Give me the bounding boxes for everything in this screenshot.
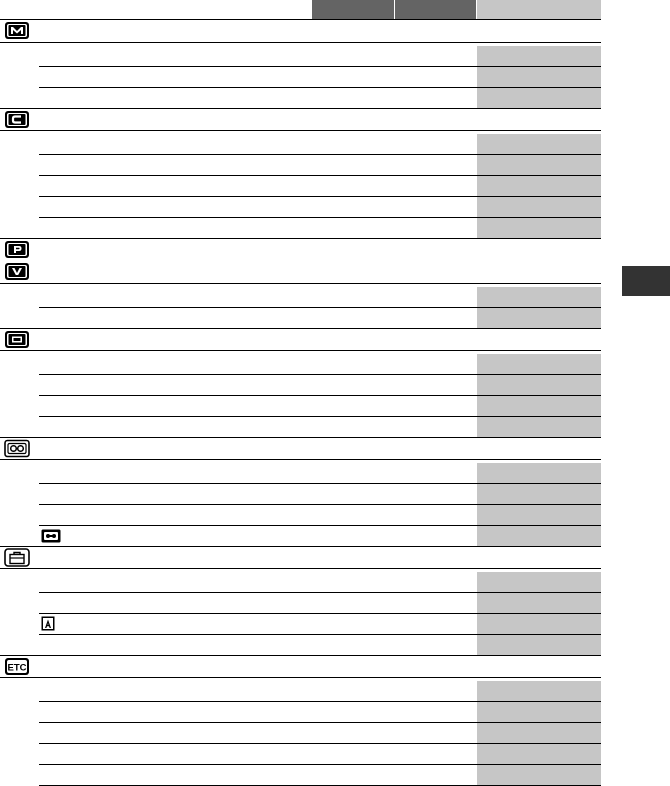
row-rule — [39, 66, 601, 67]
tape-small-icon — [41, 529, 61, 543]
section-rule — [0, 238, 601, 239]
auto-small-icon — [41, 616, 55, 631]
row-rule — [39, 196, 601, 197]
row-rule — [39, 87, 601, 88]
row-rule — [39, 525, 601, 526]
row-rule — [39, 395, 601, 396]
section-rule — [0, 130, 601, 131]
header-col-1 — [312, 0, 394, 19]
section-rule — [0, 108, 601, 109]
row-rule — [39, 743, 601, 744]
section-rule — [0, 655, 601, 656]
row-rule — [39, 416, 601, 417]
section-rule — [0, 677, 601, 678]
row-rule — [39, 701, 601, 702]
row-rule — [39, 504, 601, 505]
manual-mode-icon — [4, 21, 30, 40]
section-rule — [0, 283, 601, 284]
row-rule — [39, 613, 601, 614]
value-col-shade — [477, 46, 601, 108]
section-rule — [0, 546, 601, 547]
setup-toolbox-icon — [4, 548, 30, 567]
value-col-shade — [477, 134, 601, 238]
camera-menu-icon — [4, 110, 30, 129]
row-rule — [39, 634, 601, 635]
row-rule — [39, 764, 601, 765]
section-rule — [0, 459, 601, 460]
row-rule — [39, 592, 601, 593]
section-rule — [0, 42, 601, 43]
section-rule — [0, 350, 601, 351]
row-rule — [39, 722, 601, 723]
header-col-2 — [395, 0, 476, 19]
row-rule — [39, 175, 601, 176]
video-mode-icon — [4, 262, 30, 281]
etc-icon — [4, 657, 30, 676]
tape-menu-icon — [4, 439, 30, 458]
section-rule — [0, 568, 601, 569]
section-rule — [0, 328, 601, 329]
row-rule — [39, 483, 601, 484]
section-rule — [0, 19, 601, 20]
row-rule — [39, 154, 601, 155]
header-col-3 — [477, 0, 601, 19]
row-rule — [39, 217, 601, 218]
program-ae-icon — [4, 240, 30, 259]
row-rule — [39, 374, 601, 375]
row-rule — [39, 307, 601, 308]
value-col-shade — [477, 681, 601, 785]
chapter-side-tab — [622, 266, 670, 296]
display-setup-icon — [4, 330, 30, 349]
etc-icon-text: ETC — [7, 662, 27, 674]
section-rule — [0, 437, 601, 438]
